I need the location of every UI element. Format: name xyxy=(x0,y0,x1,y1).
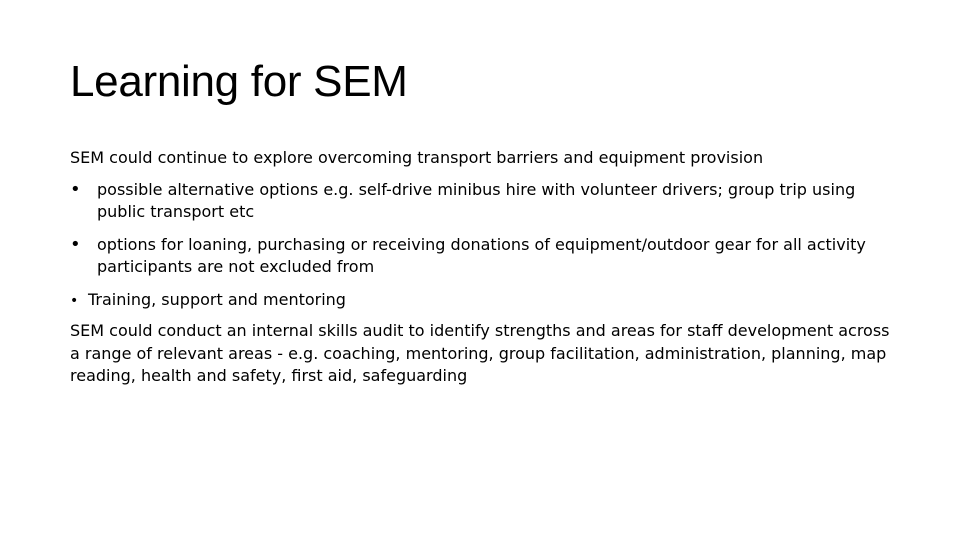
slide-title: Learning for SEM xyxy=(70,57,408,106)
bullet-marker: • xyxy=(70,292,79,309)
bullet-text: options for loaning, purchasing or receiving donations of equipment/outdoor gear for all activity participants are not excluded from xyxy=(97,234,866,276)
bullet-marker: • xyxy=(70,233,81,255)
closing-paragraph: SEM could conduct an internal skills audit to identify strengths and areas for staff development across a range of relevant areas - e.g. coaching, mentoring, group facilitation, administration, planning, map reading, health and safety, first aid, safeguarding xyxy=(70,321,890,385)
bullet-marker: • xyxy=(70,178,81,200)
intro-paragraph: SEM could continue to explore overcoming transport barriers and equipment provision xyxy=(70,148,764,167)
training-heading-text: Training, support and mentoring xyxy=(88,289,346,309)
bullet-item-transport-options xyxy=(70,179,900,224)
bullet-item-equipment-options xyxy=(70,234,900,279)
bullet-text: possible alternative options e.g. self-drive minibus hire with volunteer drivers; group trip using public transport etc xyxy=(97,179,856,221)
training-heading xyxy=(70,289,900,313)
slide-body xyxy=(70,147,900,388)
